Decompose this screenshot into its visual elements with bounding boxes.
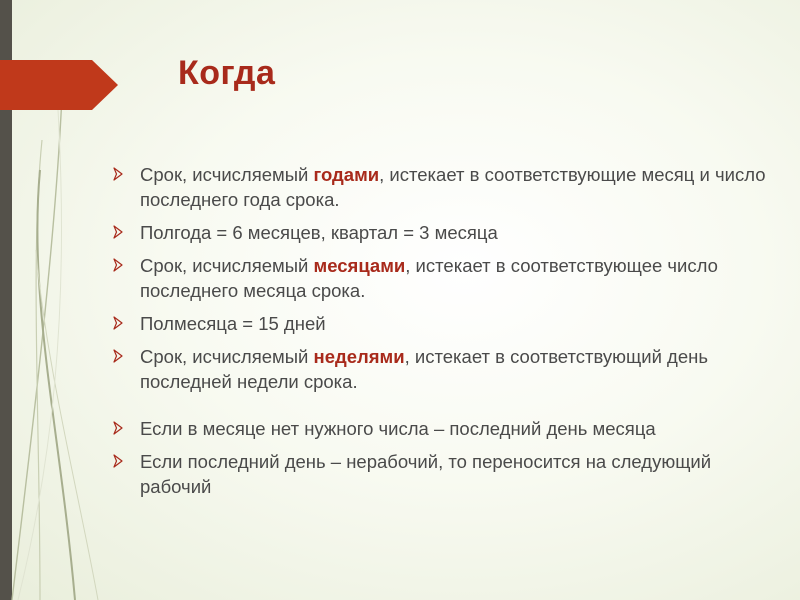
bullet-item	[112, 253, 772, 303]
bullet-text: Срок, исчисляемый	[140, 255, 314, 276]
bullet-text: , истекает в соответствующий день последней недели срока.	[140, 346, 708, 392]
bullet-item	[112, 416, 772, 441]
bullet-text: Если последний день – нерабочий, то переносится на следующий рабочий	[140, 451, 712, 497]
bullet-text: Срок, исчисляемый	[140, 346, 314, 367]
bullet-text: Полгода = 6 месяцев, квартал = 3 месяца	[140, 222, 498, 243]
arrowhead-bullet-icon	[112, 349, 124, 363]
bullet-item	[112, 220, 772, 245]
bullet-item	[112, 344, 772, 394]
bullet-item	[112, 449, 772, 499]
bullet-item	[112, 311, 772, 336]
bullet-text: Срок, исчисляемый	[140, 164, 314, 185]
arrowhead-bullet-icon	[112, 421, 124, 435]
bullet-list	[112, 162, 772, 507]
arrowhead-bullet-icon	[112, 167, 124, 181]
bullet-text: Полмесяца = 15 дней	[140, 313, 326, 334]
bullet-keyword: месяцами	[313, 255, 406, 276]
bullet-text: , истекает в соответствующие месяц и число последнего года срока.	[140, 164, 766, 210]
bullet-text: , истекает в соответствующее число последнего месяца срока.	[140, 255, 718, 301]
arrowhead-bullet-icon	[112, 258, 124, 272]
bullet-text: Если в месяце нет нужного числа – последний день месяца	[140, 418, 656, 439]
arrowhead-bullet-icon	[112, 316, 124, 330]
bullet-keyword: неделями	[313, 346, 405, 367]
slide-title: Когда	[178, 54, 276, 92]
title-arrow-banner	[0, 60, 120, 110]
bullet-item	[112, 162, 772, 212]
arrowhead-bullet-icon	[112, 454, 124, 468]
arrowhead-bullet-icon	[112, 225, 124, 239]
bullet-keyword: годами	[313, 164, 380, 185]
